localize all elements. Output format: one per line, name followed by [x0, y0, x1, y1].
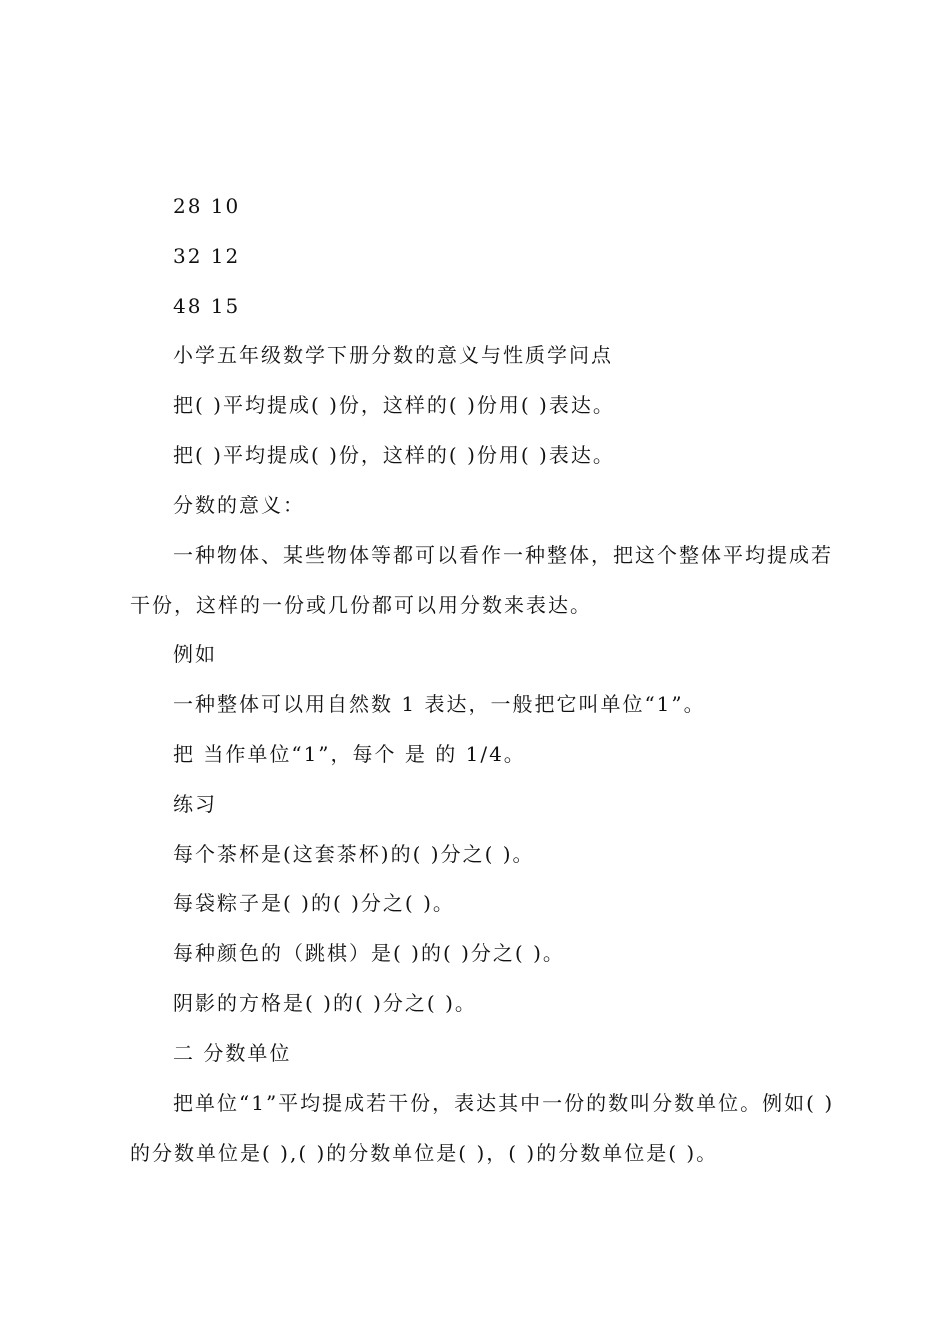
paragraph: 把( )平均提成( )份，这样的( )份用( )表达。: [173, 393, 615, 417]
exercise-item: 阴影的方格是( )的( )分之( )。: [173, 991, 477, 1015]
number-row-3: 48 15: [173, 294, 241, 318]
exercise-item: 每袋粽子是( )的( )分之( )。: [173, 891, 455, 915]
subheading: 分数的意义：: [173, 493, 305, 517]
subheading: 练习: [173, 792, 217, 816]
paragraph: 把 当作单位“1”，每个 是 的 1/4。: [173, 742, 526, 766]
section-heading: 二 分数单位: [173, 1041, 292, 1065]
exercise-item: 每种颜色的（跳棋）是( )的( )分之( )。: [173, 941, 565, 965]
number-row-1: 28 10: [173, 194, 241, 218]
subheading: 例如: [173, 642, 217, 666]
exercise-item: 每个茶杯是(这套茶杯)的( )分之( )。: [173, 842, 535, 866]
number-row-2: 32 12: [173, 244, 241, 268]
paragraph: 一种整体可以用自然数 1 表达，一般把它叫单位“1”。: [173, 692, 706, 716]
section-title: 小学五年级数学下册分数的意义与性质学问点: [173, 343, 613, 367]
paragraph: 把( )平均提成( )份，这样的( )份用( )表达。: [173, 443, 615, 467]
paragraph: 一种物体、某些物体等都可以看作一种整体，把这个整体平均提成若干份，这样的一份或几份都可以用分数来表达。: [130, 543, 833, 617]
paragraph: 把单位“1”平均提成若干份，表达其中一份的数叫分数单位。例如( )的分数单位是( ),( )的分数单位是( )，( )的分数单位是( )。: [130, 1091, 835, 1165]
